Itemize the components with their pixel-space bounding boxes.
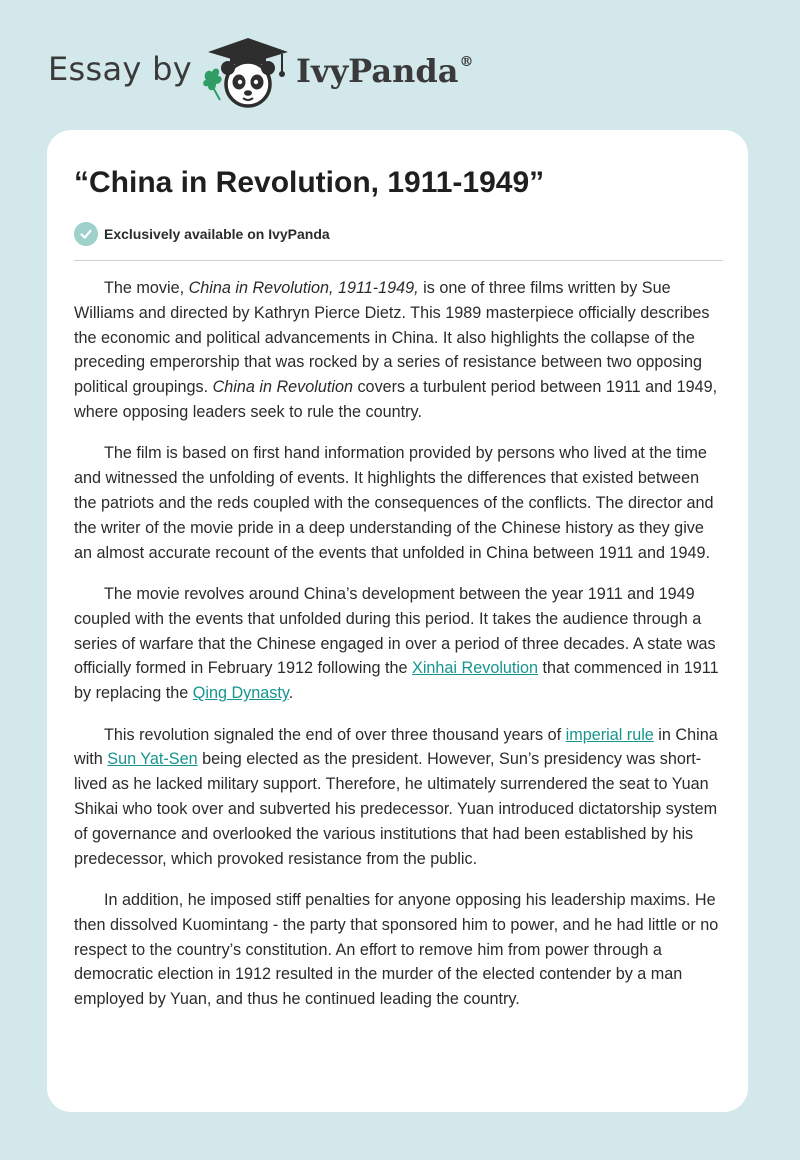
link-xinhai-revolution[interactable]: Xinhai Revolution bbox=[412, 659, 539, 678]
exclusive-label: Exclusively available on IvyPanda bbox=[104, 226, 330, 242]
paragraph-1: The movie, China in Revolution, 1911-1949, is one of three films written by Sue Williams and directed by Kathryn Pierce Dietz. This 1989 masterpiece officially describes the economic and political advancements in China. It also highlights the collapse of the preceding emperorship that was rocked by a series of resistance between two opposing political groupings. China in Revolution covers a turbulent period between 1911 and 1949, where opposing leaders seek to rule the country. bbox=[74, 279, 718, 421]
exclusive-badge bbox=[74, 222, 330, 246]
film-title: China in Revolution, 1911-1949, bbox=[188, 279, 419, 297]
paragraph-4: This revolution signaled the end of over three thousand years of imperial rule in China with Sun Yat-Sen being elected as the president. However, Sun’s presidency was short-lived as he lacked military support. Therefore, he ultimately surrendered the seat to Yuan Shikai who took over and subverted his predecessor. Yuan introduced dictatorship system of governance and overlooked the various institutions that had been established by his predecessor, which provoked resistance from the public. bbox=[74, 725, 718, 868]
essay-by-label: Essay by bbox=[48, 50, 192, 88]
film-title: China in Revolution bbox=[212, 378, 353, 397]
site-header bbox=[0, 0, 800, 130]
link-sun-yat-sen[interactable]: Sun Yat-Sen bbox=[107, 750, 198, 769]
essay-title: “China in Revolution, 1911-1949” bbox=[74, 166, 545, 199]
paragraph-2: The film is based on first hand information provided by persons who lived at the time and witnessed the unfolding of events. It highlights the differences that existed between the patriots and the reds coupled with the consequences of the conflicts. The director and the writer of the movie pride in a deep understanding of the Chinese history as they give an almost accurate recount of the events that unfolded in China between 1911 and 1949. bbox=[74, 444, 714, 562]
link-imperial-rule[interactable]: imperial rule bbox=[565, 725, 654, 744]
registered-mark: ® bbox=[459, 54, 474, 71]
paragraph-3: The movie revolves around China’s development between the year 1911 and 1949 coupled with the events that unfolded during this period. It takes the audience through a series of warfare that the Chinese engaged in over a period of three decades. A state was officially formed in February 1912 following the Xinhai Revolution that commenced in 1911 by replacing the Qing Dynasty. bbox=[74, 584, 719, 703]
essay-body bbox=[74, 276, 725, 1028]
essay-card bbox=[47, 130, 748, 1112]
brand-logo-text[interactable]: IvyPanda® bbox=[296, 52, 474, 90]
paragraph-5: In addition, he imposed stiff penalties for anyone opposing his leadership maxims. He then dissolved Kuomintang - the party that sponsored him to power, and he had little or no respect to the country’s constitution. An effort to remove him from power through a democratic election in 1912 resulted in the murder of the elected contender by a man employed by Yuan, and thus he continued leading the country. bbox=[74, 890, 719, 1009]
link-qing-dynasty[interactable]: Qing Dynasty bbox=[192, 684, 289, 703]
panda-graduate-icon[interactable] bbox=[200, 36, 296, 108]
divider bbox=[74, 260, 723, 261]
check-icon bbox=[74, 222, 98, 246]
